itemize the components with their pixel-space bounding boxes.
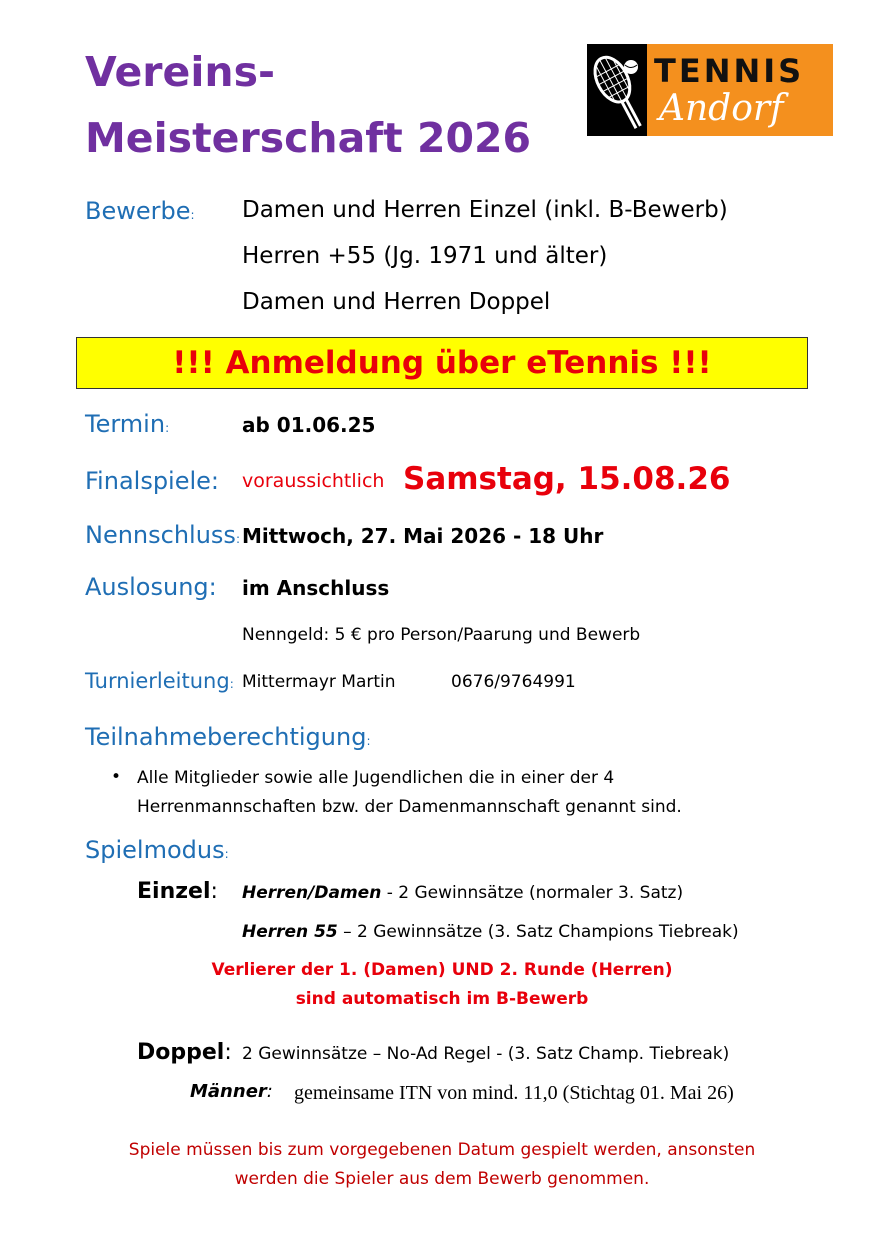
nenngeld-text: Nenngeld: 5 € pro Person/Paarung und Bewerb (242, 625, 641, 645)
footer-line1: Spiele müssen bis zum vorgegebenen Datum gespielt werden, ansonsten (128, 1140, 756, 1160)
einzel-label: Einzel: (137, 879, 218, 904)
bullet-icon: • (111, 767, 122, 787)
turnierleitung-name: Mittermayr Martin (242, 672, 396, 692)
auslosung-label: Auslosung: (85, 573, 217, 601)
finalspiele-prefix: voraussichtlich (242, 470, 385, 492)
turnierleitung-phone: 0676/9764991 (451, 672, 576, 692)
termin-value: ab 01.06.25 (242, 413, 376, 437)
b-bewerb-notice-line2: sind automatisch im B-Bewerb (295, 989, 589, 1009)
finalspiele-label: Finalspiele: (85, 467, 220, 495)
spielmodus-label: Spielmodus: (85, 836, 229, 864)
teilnahme-text-line1: Alle Mitglieder sowie alle Jugendlichen die in einer der 4 (137, 768, 615, 788)
tennis-andorf-logo (587, 44, 833, 136)
registration-banner (76, 337, 808, 389)
registration-banner-text: !!! Anmeldung über eTennis !!! (172, 345, 712, 381)
bewerb-item: Damen und Herren Doppel (242, 289, 551, 315)
nennschluss-label: Nennschluss: (85, 521, 240, 549)
finalspiele-date: Samstag, 15.08.26 (403, 461, 731, 497)
termin-label: Termin: (85, 410, 170, 438)
doppel-text: 2 Gewinnsätze – No-Ad Regel - (3. Satz Champ. Tiebreak) (242, 1044, 730, 1064)
page-title-line1: Vereins- (85, 48, 275, 96)
nennschluss-value: Mittwoch, 27. Mai 2026 - 18 Uhr (242, 524, 604, 548)
teilnahme-label: Teilnahmeberechtigung: (85, 723, 371, 751)
bewerb-item: Herren +55 (Jg. 1971 und älter) (242, 243, 608, 269)
bewerb-item: Damen und Herren Einzel (inkl. B-Bewerb) (242, 197, 728, 223)
einzel-row-herren-55: Herren 55 – 2 Gewinnsätze (3. Satz Champions Tiebreak) (242, 922, 739, 942)
page-title-line2: Meisterschaft 2026 (85, 114, 532, 162)
footer-line2: werden die Spieler aus dem Bewerb genommen. (234, 1169, 650, 1189)
logo-word-tennis: TENNIS (654, 52, 805, 90)
einzel-row-herren-damen: Herren/Damen - 2 Gewinnsätze (normaler 3. Satz) (242, 883, 684, 903)
bewerbe-label: Bewerbe: (85, 197, 195, 225)
b-bewerb-notice-line1: Verlierer der 1. (Damen) UND 2. Runde (Herren) (211, 960, 673, 980)
auslosung-value: im Anschluss (242, 576, 390, 600)
maenner-text: gemeinsame ITN von mind. 11,0 (Stichtag 01. Mai 26) (294, 1082, 734, 1104)
turnierleitung-label: Turnierleitung: (85, 669, 234, 693)
teilnahme-text-line2: Herrenmannschaften bzw. der Damenmannschaft genannt sind. (137, 797, 682, 817)
tennis-racket-icon (587, 44, 657, 136)
logo-word-andorf: Andorf (659, 88, 784, 129)
doppel-label: Doppel: (137, 1040, 232, 1065)
maenner-label: Männer: (190, 1081, 273, 1102)
